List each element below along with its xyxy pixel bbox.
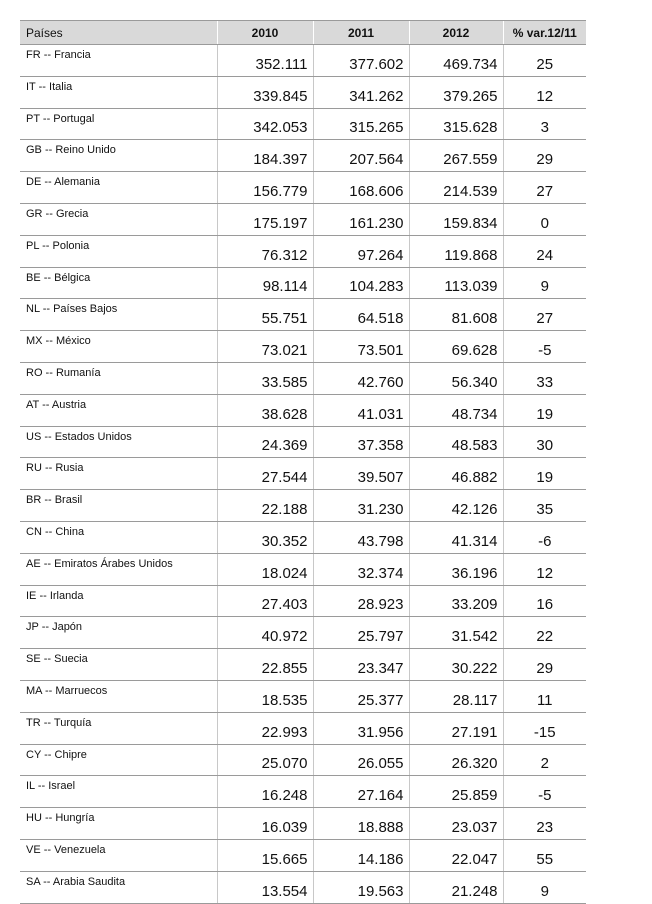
pct-var-cell: 24 (503, 235, 586, 267)
value-2012-cell: 214.539 (409, 172, 503, 204)
table-body (20, 45, 586, 904)
table-row (20, 45, 586, 77)
value-2011-cell: 104.283 (313, 267, 409, 299)
pct-var-cell: 30 (503, 426, 586, 458)
value-2011-cell: 28.923 (313, 585, 409, 617)
value-2012-cell: 48.734 (409, 394, 503, 426)
value-2012-cell: 22.047 (409, 839, 503, 871)
value-2010-cell: 55.751 (217, 299, 313, 331)
value-2011-cell: 25.797 (313, 617, 409, 649)
value-2010-cell: 15.665 (217, 839, 313, 871)
country-cell: CN -- China (20, 521, 217, 553)
country-cell: SA -- Arabia Saudita (20, 871, 217, 903)
value-2010-cell: 38.628 (217, 394, 313, 426)
table-row (20, 585, 586, 617)
country-cell: IE -- Irlanda (20, 585, 217, 617)
header-paises: Países (20, 21, 217, 45)
table-row (20, 362, 586, 394)
value-2011-cell: 31.956 (313, 712, 409, 744)
pct-var-cell: 27 (503, 172, 586, 204)
table-row (20, 617, 586, 649)
pct-var-cell: 9 (503, 871, 586, 903)
table-row (20, 490, 586, 522)
value-2011-cell: 341.262 (313, 76, 409, 108)
value-2010-cell: 25.070 (217, 744, 313, 776)
country-cell: PT -- Portugal (20, 108, 217, 140)
table-row (20, 203, 586, 235)
table-row (20, 331, 586, 363)
value-2010-cell: 339.845 (217, 76, 313, 108)
value-2010-cell: 16.248 (217, 776, 313, 808)
value-2010-cell: 184.397 (217, 140, 313, 172)
table-row (20, 776, 586, 808)
value-2012-cell: 33.209 (409, 585, 503, 617)
value-2010-cell: 18.024 (217, 553, 313, 585)
pct-var-cell: -15 (503, 712, 586, 744)
value-2010-cell: 18.535 (217, 680, 313, 712)
country-cell: BR -- Brasil (20, 490, 217, 522)
value-2011-cell: 18.888 (313, 808, 409, 840)
value-2012-cell: 267.559 (409, 140, 503, 172)
table-row (20, 808, 586, 840)
value-2011-cell: 168.606 (313, 172, 409, 204)
country-cell: FR -- Francia (20, 45, 217, 77)
pct-var-cell: 19 (503, 458, 586, 490)
value-2012-cell: 23.037 (409, 808, 503, 840)
value-2012-cell: 30.222 (409, 649, 503, 681)
value-2011-cell: 39.507 (313, 458, 409, 490)
value-2011-cell: 41.031 (313, 394, 409, 426)
value-2012-cell: 315.628 (409, 108, 503, 140)
value-2011-cell: 161.230 (313, 203, 409, 235)
table-row (20, 140, 586, 172)
value-2011-cell: 25.377 (313, 680, 409, 712)
table-row (20, 871, 586, 903)
value-2010-cell: 13.554 (217, 871, 313, 903)
value-2010-cell: 30.352 (217, 521, 313, 553)
value-2010-cell: 33.585 (217, 362, 313, 394)
pct-var-cell: 35 (503, 490, 586, 522)
value-2012-cell: 31.542 (409, 617, 503, 649)
table-row (20, 839, 586, 871)
country-cell: DE -- Alemania (20, 172, 217, 204)
country-cell: GR -- Grecia (20, 203, 217, 235)
value-2012-cell: 113.039 (409, 267, 503, 299)
value-2011-cell: 64.518 (313, 299, 409, 331)
value-2011-cell: 207.564 (313, 140, 409, 172)
value-2012-cell: 41.314 (409, 521, 503, 553)
table-row (20, 76, 586, 108)
country-cell: AE -- Emiratos Árabes Unidos (20, 553, 217, 585)
value-2012-cell: 81.608 (409, 299, 503, 331)
table-row (20, 426, 586, 458)
value-2012-cell: 28.117 (409, 680, 503, 712)
table-header-row (20, 21, 586, 45)
value-2011-cell: 315.265 (313, 108, 409, 140)
value-2010-cell: 76.312 (217, 235, 313, 267)
value-2012-cell: 21.248 (409, 871, 503, 903)
pct-var-cell: 33 (503, 362, 586, 394)
table-row (20, 172, 586, 204)
value-2010-cell: 342.053 (217, 108, 313, 140)
country-cell: GB -- Reino Unido (20, 140, 217, 172)
pct-var-cell: 19 (503, 394, 586, 426)
pct-var-cell: 16 (503, 585, 586, 617)
header-2010: 2010 (217, 21, 313, 45)
country-cell: AT -- Austria (20, 394, 217, 426)
value-2010-cell: 27.544 (217, 458, 313, 490)
value-2012-cell: 469.734 (409, 45, 503, 77)
country-cell: IT -- Italia (20, 76, 217, 108)
value-2012-cell: 25.859 (409, 776, 503, 808)
value-2010-cell: 156.779 (217, 172, 313, 204)
value-2010-cell: 352.111 (217, 45, 313, 77)
pct-var-cell: 22 (503, 617, 586, 649)
value-2012-cell: 56.340 (409, 362, 503, 394)
pct-var-cell: 55 (503, 839, 586, 871)
value-2012-cell: 36.196 (409, 553, 503, 585)
pct-var-cell: 12 (503, 553, 586, 585)
country-cell: VE -- Venezuela (20, 839, 217, 871)
table-row (20, 712, 586, 744)
country-cell: SE -- Suecia (20, 649, 217, 681)
pct-var-cell: 27 (503, 299, 586, 331)
value-2012-cell: 69.628 (409, 331, 503, 363)
value-2012-cell: 46.882 (409, 458, 503, 490)
pct-var-cell: 12 (503, 76, 586, 108)
value-2011-cell: 37.358 (313, 426, 409, 458)
value-2011-cell: 19.563 (313, 871, 409, 903)
country-cell: MA -- Marruecos (20, 680, 217, 712)
country-cell: RU -- Rusia (20, 458, 217, 490)
table-row (20, 744, 586, 776)
value-2011-cell: 377.602 (313, 45, 409, 77)
value-2011-cell: 73.501 (313, 331, 409, 363)
value-2012-cell: 379.265 (409, 76, 503, 108)
table-row (20, 299, 586, 331)
country-cell: RO -- Rumanía (20, 362, 217, 394)
value-2010-cell: 22.188 (217, 490, 313, 522)
value-2011-cell: 42.760 (313, 362, 409, 394)
country-cell: CY -- Chipre (20, 744, 217, 776)
table-row (20, 267, 586, 299)
value-2012-cell: 26.320 (409, 744, 503, 776)
pct-var-cell: 9 (503, 267, 586, 299)
header-2011: 2011 (313, 21, 409, 45)
value-2011-cell: 26.055 (313, 744, 409, 776)
pct-var-cell: 29 (503, 649, 586, 681)
value-2012-cell: 48.583 (409, 426, 503, 458)
value-2011-cell: 32.374 (313, 553, 409, 585)
pct-var-cell: -6 (503, 521, 586, 553)
table-row (20, 235, 586, 267)
pct-var-cell: 29 (503, 140, 586, 172)
table-row (20, 108, 586, 140)
table-row (20, 394, 586, 426)
value-2011-cell: 43.798 (313, 521, 409, 553)
country-cell: JP -- Japón (20, 617, 217, 649)
table-row (20, 680, 586, 712)
value-2010-cell: 98.114 (217, 267, 313, 299)
country-cell: BE -- Bélgica (20, 267, 217, 299)
header-pct-var: % var.12/11 (503, 21, 586, 45)
country-cell: MX -- México (20, 331, 217, 363)
country-data-table (20, 20, 586, 904)
value-2012-cell: 119.868 (409, 235, 503, 267)
value-2010-cell: 40.972 (217, 617, 313, 649)
table-row (20, 553, 586, 585)
pct-var-cell: 3 (503, 108, 586, 140)
value-2010-cell: 27.403 (217, 585, 313, 617)
table-row (20, 521, 586, 553)
pct-var-cell: 23 (503, 808, 586, 840)
country-cell: NL -- Países Bajos (20, 299, 217, 331)
value-2010-cell: 22.855 (217, 649, 313, 681)
country-cell: IL -- Israel (20, 776, 217, 808)
value-2011-cell: 14.186 (313, 839, 409, 871)
pct-var-cell: 11 (503, 680, 586, 712)
value-2012-cell: 42.126 (409, 490, 503, 522)
value-2010-cell: 16.039 (217, 808, 313, 840)
table-row (20, 458, 586, 490)
pct-var-cell: 25 (503, 45, 586, 77)
value-2010-cell: 73.021 (217, 331, 313, 363)
header-2012: 2012 (409, 21, 503, 45)
pct-var-cell: -5 (503, 331, 586, 363)
table-row (20, 649, 586, 681)
value-2010-cell: 22.993 (217, 712, 313, 744)
value-2011-cell: 97.264 (313, 235, 409, 267)
country-cell: HU -- Hungría (20, 808, 217, 840)
value-2011-cell: 31.230 (313, 490, 409, 522)
value-2010-cell: 175.197 (217, 203, 313, 235)
value-2012-cell: 159.834 (409, 203, 503, 235)
pct-var-cell: -5 (503, 776, 586, 808)
pct-var-cell: 0 (503, 203, 586, 235)
country-cell: US -- Estados Unidos (20, 426, 217, 458)
value-2011-cell: 27.164 (313, 776, 409, 808)
country-cell: TR -- Turquía (20, 712, 217, 744)
value-2011-cell: 23.347 (313, 649, 409, 681)
pct-var-cell: 2 (503, 744, 586, 776)
country-cell: PL -- Polonia (20, 235, 217, 267)
value-2012-cell: 27.191 (409, 712, 503, 744)
value-2010-cell: 24.369 (217, 426, 313, 458)
